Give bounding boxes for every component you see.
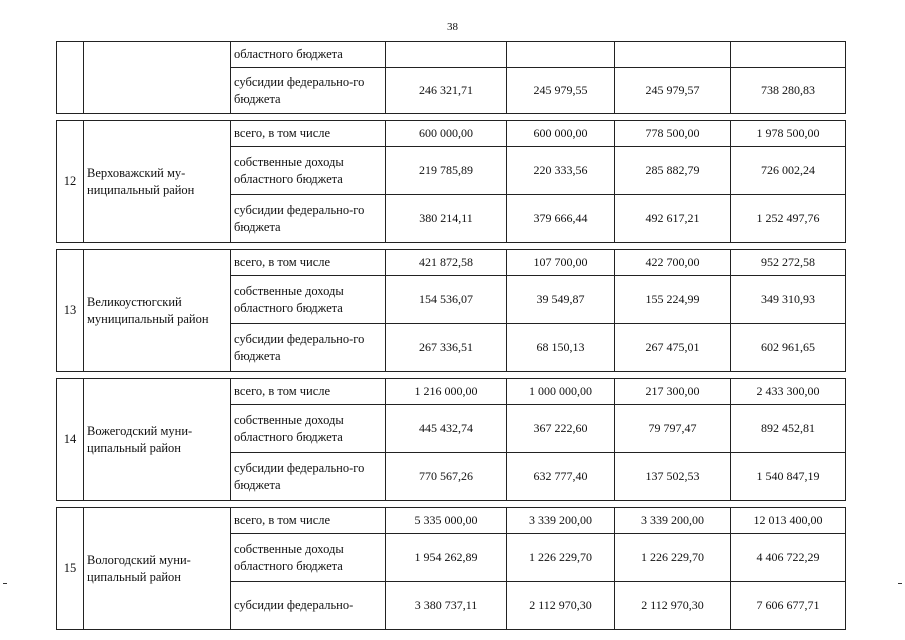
region-cell: Вожегодский муни-ципальный район	[84, 379, 231, 501]
table-body	[57, 42, 846, 630]
value-cell: 1 978 500,00	[731, 121, 846, 147]
value-cell	[386, 42, 507, 68]
value-cell: 422 700,00	[615, 250, 731, 276]
value-cell: 367 222,60	[507, 405, 615, 453]
value-cell: 217 300,00	[615, 379, 731, 405]
value-cell: 219 785,89	[386, 147, 507, 195]
value-cell: 79 797,47	[615, 405, 731, 453]
value-cell: 770 567,26	[386, 453, 507, 501]
value-cell: 1 252 497,76	[731, 195, 846, 243]
value-cell: 245 979,55	[507, 68, 615, 114]
value-cell: 2 433 300,00	[731, 379, 846, 405]
value-cell: 155 224,99	[615, 276, 731, 324]
value-cell: 421 872,58	[386, 250, 507, 276]
region-cell: Верховажский му-ниципальный район	[84, 121, 231, 243]
value-cell: 267 336,51	[386, 324, 507, 372]
value-cell	[731, 42, 846, 68]
category-cell: собственные доходы областного бюджета	[231, 405, 386, 453]
region-cell	[84, 42, 231, 114]
value-cell: 246 321,71	[386, 68, 507, 114]
category-cell: собственные доходы областного бюджета	[231, 147, 386, 195]
value-cell: 137 502,53	[615, 453, 731, 501]
group-separator	[57, 372, 846, 379]
margin-mark-right	[898, 583, 902, 584]
value-cell	[615, 42, 731, 68]
category-cell: всего, в том числе	[231, 379, 386, 405]
value-cell: 3 339 200,00	[507, 508, 615, 534]
category-cell: всего, в том числе	[231, 508, 386, 534]
row-index-cell: 14	[57, 379, 84, 501]
group-separator	[57, 114, 846, 121]
category-cell: субсидии федерально-го бюджета	[231, 68, 386, 114]
value-cell: 1 226 229,70	[507, 534, 615, 582]
value-cell: 68 150,13	[507, 324, 615, 372]
value-cell: 600 000,00	[386, 121, 507, 147]
value-cell: 602 961,65	[731, 324, 846, 372]
table-row	[57, 250, 846, 276]
value-cell: 39 549,87	[507, 276, 615, 324]
value-cell: 445 432,74	[386, 405, 507, 453]
margin-mark-left	[3, 583, 7, 584]
row-index-cell	[57, 42, 84, 114]
value-cell: 1 954 262,89	[386, 534, 507, 582]
budget-table	[56, 41, 846, 630]
value-cell: 632 777,40	[507, 453, 615, 501]
value-cell: 892 452,81	[731, 405, 846, 453]
value-cell: 7 606 677,71	[731, 582, 846, 630]
value-cell: 154 536,07	[386, 276, 507, 324]
category-cell: собственные доходы областного бюджета	[231, 534, 386, 582]
value-cell: 726 002,24	[731, 147, 846, 195]
row-index-cell: 13	[57, 250, 84, 372]
value-cell: 2 112 970,30	[507, 582, 615, 630]
row-index-cell: 15	[57, 508, 84, 630]
page-number: 38	[447, 21, 458, 33]
value-cell: 600 000,00	[507, 121, 615, 147]
value-cell: 380 214,11	[386, 195, 507, 243]
value-cell: 5 335 000,00	[386, 508, 507, 534]
value-cell: 738 280,83	[731, 68, 846, 114]
value-cell: 220 333,56	[507, 147, 615, 195]
value-cell: 778 500,00	[615, 121, 731, 147]
value-cell: 1 000 000,00	[507, 379, 615, 405]
value-cell: 12 013 400,00	[731, 508, 846, 534]
value-cell: 1 540 847,19	[731, 453, 846, 501]
value-cell: 1 216 000,00	[386, 379, 507, 405]
category-cell: субсидии федерально-го бюджета	[231, 453, 386, 501]
category-cell: собственные доходы областного бюджета	[231, 276, 386, 324]
value-cell	[507, 42, 615, 68]
value-cell: 349 310,93	[731, 276, 846, 324]
value-cell: 2 112 970,30	[615, 582, 731, 630]
value-cell: 952 272,58	[731, 250, 846, 276]
category-cell: субсидии федерально-	[231, 582, 386, 630]
category-cell: всего, в том числе	[231, 250, 386, 276]
table-row	[57, 121, 846, 147]
group-separator	[57, 243, 846, 250]
category-cell: всего, в том числе	[231, 121, 386, 147]
value-cell: 4 406 722,29	[731, 534, 846, 582]
value-cell: 245 979,57	[615, 68, 731, 114]
region-cell: Великоустюгский муниципальный район	[84, 250, 231, 372]
value-cell: 3 339 200,00	[615, 508, 731, 534]
region-cell: Вологодский муни-ципальный район	[84, 508, 231, 630]
category-cell: субсидии федерально-го бюджета	[231, 195, 386, 243]
value-cell: 107 700,00	[507, 250, 615, 276]
group-separator	[57, 501, 846, 508]
category-cell: областного бюджета	[231, 42, 386, 68]
table-row	[57, 42, 846, 68]
value-cell: 285 882,79	[615, 147, 731, 195]
value-cell: 492 617,21	[615, 195, 731, 243]
table-row	[57, 508, 846, 534]
value-cell: 267 475,01	[615, 324, 731, 372]
value-cell: 3 380 737,11	[386, 582, 507, 630]
category-cell: субсидии федерально-го бюджета	[231, 324, 386, 372]
table-row	[57, 379, 846, 405]
value-cell: 1 226 229,70	[615, 534, 731, 582]
value-cell: 379 666,44	[507, 195, 615, 243]
row-index-cell: 12	[57, 121, 84, 243]
